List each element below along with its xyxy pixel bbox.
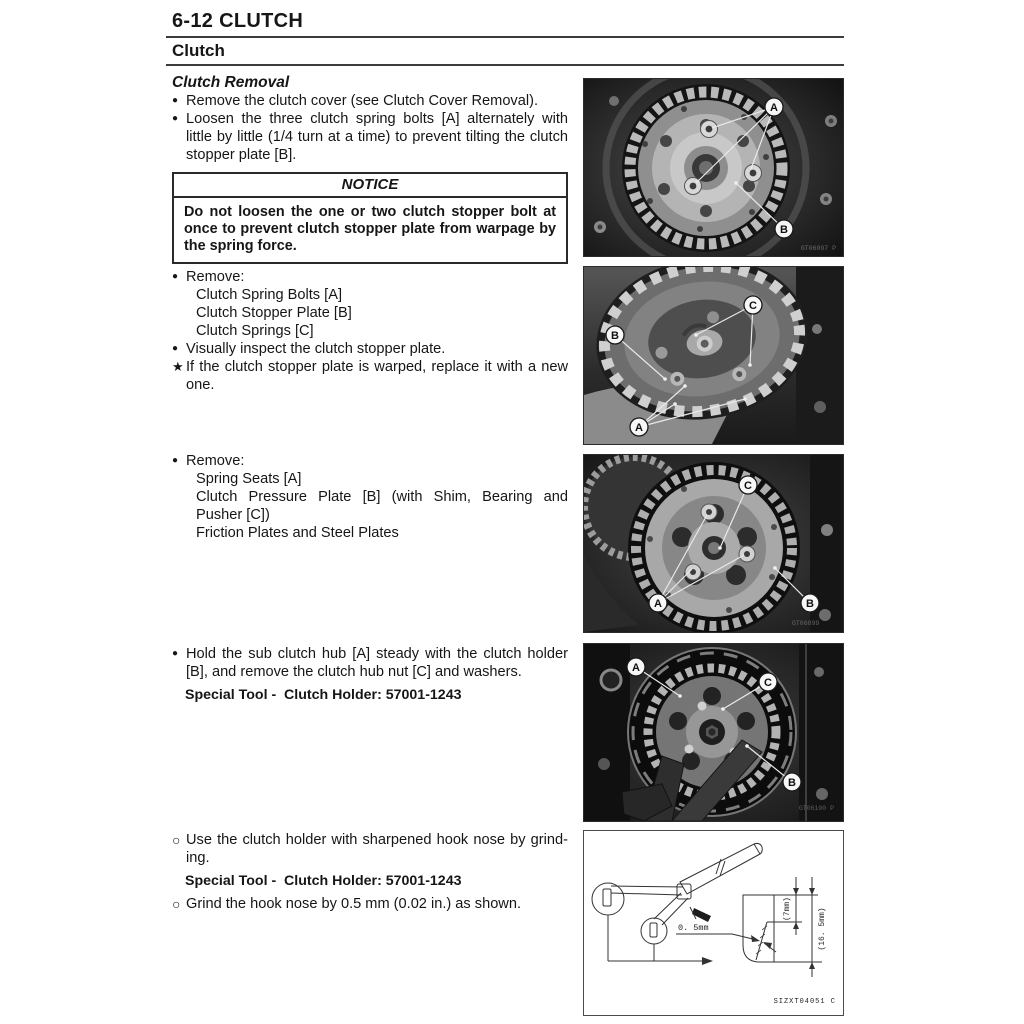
section-rule [166,64,844,66]
photo-code: GT06899 [792,620,820,627]
callout-A [627,658,645,676]
callout-C [759,673,777,691]
callout-letter: A [770,102,778,114]
callout-B [783,773,801,791]
callout-B [801,594,819,612]
conditional-step [172,358,568,394]
special-tool-line: Special Tool - Clutch Holder: 57001-1243 [185,873,462,889]
callout-letter: B [806,598,814,610]
procedure-step [172,452,568,470]
remove-item: Clutch Springs [C] [196,323,314,339]
callout-letter: B [611,330,619,342]
step-text: Visually inspect the clutch stopper plate. [186,341,446,357]
bullet-dot-icon: ● [172,343,179,354]
circle-bullet-icon: ○ [172,832,181,848]
remove-item: Friction Plates and Steel Plates [196,525,399,541]
inner-dimension: (7mm) [783,896,792,922]
remove-item: Clutch Spring Bolts [A] [196,287,343,303]
notice-title: NOTICE [174,174,566,198]
step-text: Hold the sub clutch hub [A] steady with the clutch holder [B], and remove the clutch hub nut [C] and washers. [186,646,568,680]
remove-item: Clutch Pressure Plate [B] (with Shim, Bearing and Pusher [C]) [196,489,568,523]
procedure-step [172,268,568,286]
callout-B [606,326,624,344]
callout-C [739,476,757,494]
procedure-step [172,645,568,681]
hook-nose-diagram [584,831,843,1015]
step-text: Remove: [186,453,245,469]
step-block-1 [172,92,568,164]
sub-step [172,831,568,867]
special-tool-line: Special Tool - Clutch Holder: 57001-1243 [185,687,462,703]
clutch-photo-2 [584,267,843,444]
outer-dimension: (16. 5mm) [818,907,827,951]
page-title: 6-12 CLUTCH [172,10,304,32]
bullet-dot-icon: ● [172,455,179,466]
procedure-step [172,92,568,110]
clutch-photo-1 [584,79,843,256]
figure-clutch-stopper-plate [583,266,844,445]
diagram-code: SIZXT04051 C [773,998,836,1006]
step-text: Remove: [186,269,245,285]
bullet-dot-icon: ● [172,648,179,659]
callout-letter: A [654,598,662,610]
callout-C [744,296,762,314]
callout-A [765,98,783,116]
figure-hook-nose-diagram [583,830,844,1016]
step-block-4 [172,645,568,709]
callout-letter: C [749,300,757,312]
bullet-dot-icon: ● [172,271,179,282]
section-title: Clutch [172,41,225,60]
procedure-step [172,340,568,358]
callout-A [649,594,667,612]
sub-step [172,895,568,913]
step-text: Grind the hook nose by 0.5 mm (0.02 in.) as shown. [186,896,522,912]
step-text: If the clutch stopper plate is warped, replace it with a new one. [186,359,568,393]
callout-letter: C [744,480,752,492]
figure-clutch-pressure-plate [583,454,844,633]
step-text: Use the clutch holder with sharpened hook nose by grinding. [186,832,568,866]
procedure-step [172,110,568,164]
figure-clutch-spring-bolts [583,78,844,257]
callout-letter: C [764,677,772,689]
circle-bullet-icon: ○ [172,896,181,912]
notice-body: Do not loosen the one or two clutch stopper bolt at once to prevent clutch stopper plate from warpage by the spring force. [184,204,556,254]
callout-A [630,418,648,436]
callout-letter: B [788,777,796,789]
callout-letter: B [780,224,788,236]
photo-code: GT06100 P [798,805,834,812]
step-block-2 [172,268,568,394]
header-rule [166,36,844,38]
callout-letter: A [632,662,640,674]
step-text: Remove the clutch cover (see Clutch Cover Removal). [186,93,539,109]
offset-dimension: 0. 5mm [678,923,709,933]
remove-item: Clutch Stopper Plate [B] [196,305,352,321]
photo-code: GT06097 P [800,245,836,252]
step-block-3 [172,452,568,542]
callout-B [775,220,793,238]
clutch-photo-3 [584,455,843,632]
step-text: Loosen the three clutch spring bolts [A] alternately with little by little (1/4 turn at a time) to prevent tilting the clutch stopper plate [B]. [186,111,568,163]
figure-clutch-holder [583,643,844,822]
clutch-photo-4 [584,644,843,821]
bullet-dot-icon: ● [172,95,179,106]
subsection-title: Clutch Removal [172,74,290,91]
callout-letter: A [635,422,643,434]
remove-item: Spring Seats [A] [196,471,302,487]
notice-box [172,172,568,264]
step-block-5 [172,831,568,913]
star-bullet-icon: ★ [172,359,184,374]
bullet-dot-icon: ● [172,113,179,124]
